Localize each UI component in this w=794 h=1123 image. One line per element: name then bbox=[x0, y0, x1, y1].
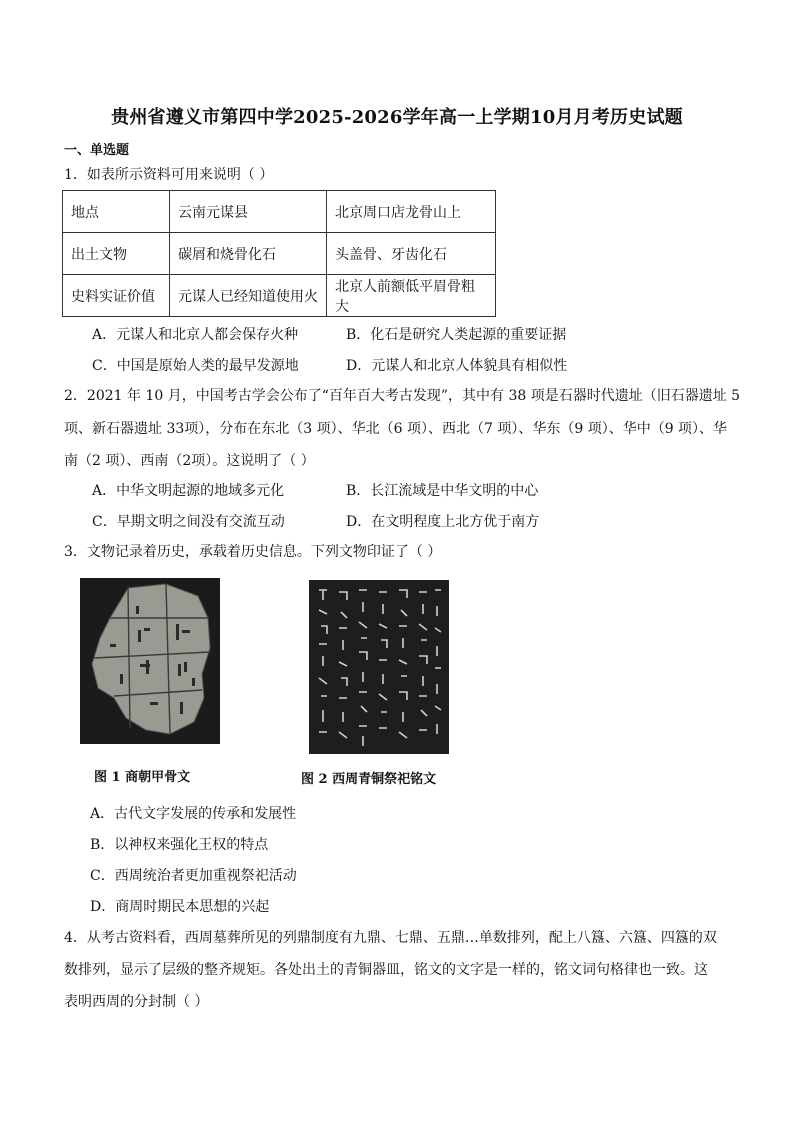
q1-option-c: C．中国是原始人类的最早发源地 bbox=[92, 358, 299, 374]
q3-option-a: A．古代文字发展的传承和发展性 bbox=[90, 806, 297, 822]
page-title: 贵州省遵义市第四中学2025-2026学年高一上学期10月月考历史试题 bbox=[111, 107, 683, 128]
table-cell: 北京周口店龙骨山上 bbox=[327, 191, 496, 233]
table-cell: 出土文物 bbox=[63, 233, 170, 275]
table-cell: 北京人前额低平眉骨粗大 bbox=[327, 275, 496, 317]
figure-2-caption: 图 2 西周青铜祭祀铭文 bbox=[301, 772, 437, 787]
table-row bbox=[63, 275, 496, 317]
q2-option-d: D．在文明程度上北方优于南方 bbox=[346, 514, 540, 530]
q2-option-a: A．中华文明起源的地域多元化 bbox=[92, 483, 285, 499]
table-cell: 头盖骨、牙齿化石 bbox=[327, 233, 496, 275]
q3-option-c: C．西周统治者更加重视祭祀活动 bbox=[90, 868, 297, 884]
q1-stem: 1．如表所示资料可用来说明（ ） bbox=[64, 167, 274, 183]
section-heading: 一、单选题 bbox=[64, 143, 130, 158]
q2-stem-line-2: 项、新石器遗址 33项），分布在东北（3 项）、华北（6 项）、西北（7 项）、华东（9 项）、华中（9 项）、华 bbox=[64, 421, 728, 437]
table-row bbox=[63, 191, 496, 233]
q3-stem: 3．文物记录着历史，承载着历史信息。下列文物印证了（ ） bbox=[64, 544, 442, 560]
table-cell: 史料实证价值 bbox=[63, 275, 170, 317]
table-cell: 地点 bbox=[63, 191, 170, 233]
table-cell: 元谋人已经知道使用火 bbox=[170, 275, 327, 317]
table-row bbox=[63, 233, 496, 275]
q1-option-a: A．元谋人和北京人都会保存火种 bbox=[92, 327, 299, 343]
table-cell: 碳屑和烧骨化石 bbox=[170, 233, 327, 275]
q2-option-c: C．早期文明之间没有交流互动 bbox=[92, 514, 285, 530]
figure-1-caption: 图 1 商朝甲骨文 bbox=[94, 770, 191, 785]
q4-stem-line-1: 4．从考古资料看，西周墓葬所见的列鼎制度有九鼎、七鼎、五鼎…单数排列，配上八簋、六簋、四簋的双 bbox=[64, 930, 717, 946]
q1-option-b: B．化石是研究人类起源的重要证据 bbox=[346, 327, 567, 343]
q2-stem-line-3: 南（2 项）、西南（2项）。这说明了（ ） bbox=[64, 453, 315, 469]
bronze-inscription-image bbox=[309, 580, 449, 754]
q1-table bbox=[62, 190, 496, 317]
oracle-bone-image bbox=[80, 578, 220, 744]
q4-stem-line-3: 表明西周的分封制（ ） bbox=[64, 994, 209, 1010]
table-cell: 云南元谋县 bbox=[170, 191, 327, 233]
q3-option-d: D．商周时期民本思想的兴起 bbox=[90, 899, 270, 915]
q1-option-d: D．元谋人和北京人体貌具有相似性 bbox=[346, 358, 568, 374]
q2-stem-line-1: 2．2021 年 10 月，中国考古学会公布了“百年百大考古发现”，其中有 38 项是石器时代遗址（旧石器遗址 5 bbox=[64, 388, 741, 404]
q4-stem-line-2: 数排列，显示了层级的整齐规矩。各处出土的青铜器皿，铭文的文字是一样的，铭文词句格律也一致。这 bbox=[64, 962, 708, 978]
q2-option-b: B．长江流域是中华文明的中心 bbox=[346, 483, 539, 499]
q3-option-b: B．以神权来强化王权的特点 bbox=[90, 837, 269, 853]
